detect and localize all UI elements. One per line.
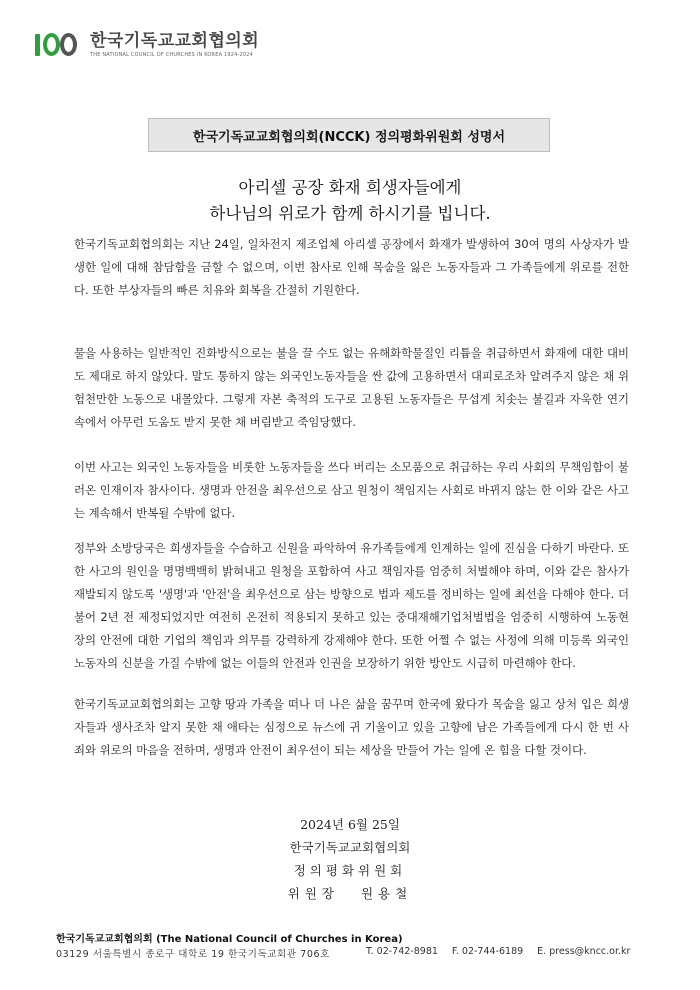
- paragraph: 한국기독교회협의회는 지난 24일, 일차전지 제조업체 아리셀 공장에서 화재가 발생하여 30여 명의 사상자가 발생한 일에 대해 참담함을 금할 수 없으며, 이번 참사로 인해 목숨을 잃은 노동자들과 그 가족들에게 위로를 전한다. 또한 부상자들의 빠른 치유와 회복을 간절히 기원한다.: [74, 237, 629, 297]
- footer-address: 03129 서울특별시 종로구 대학로 19 한국기독교회관 706호: [56, 949, 330, 960]
- paragraph-3-block: [74, 456, 629, 525]
- headline-line-2: 하나님의 위로가 함께 하시기를 빕니다.: [209, 204, 491, 223]
- footer-email[interactable]: E. press@kncc.or.kr: [537, 946, 631, 957]
- footer-org: [56, 930, 403, 945]
- paragraph-4-block: [74, 537, 629, 675]
- paragraph-5-block: [74, 693, 629, 762]
- footer-contact: [56, 946, 656, 960]
- ncck-100th-logo: [34, 28, 259, 62]
- statement-title: 한국기독교교회협의회(NCCK) 정의평화위원회 성명서: [192, 129, 506, 145]
- footer-telephone: T. 02-742-8981: [365, 946, 438, 957]
- paragraph-1-block: [74, 233, 629, 302]
- logo-org-name: 한국기독교교회협의회: [90, 30, 260, 51]
- signature-date: 2024년 6월 25일: [300, 817, 400, 832]
- chair-name: 원용철: [360, 886, 413, 901]
- paragraph: 한국기독교교회협의회는 고향 땅과 가족을 떠나 더 나은 삶을 꿈꾸며 한국에 왔다가 목숨을 잃고 상처 입은 희생자들과 생사조차 알지 못한 채 애타는 심정으로 뉴스에 귀 기울이고 있을 고향에 남은 가족들에게 다시 한 번 사죄와 위로의 마음을 전하며, 생명과 안전이 최우선이 되는 세상을 만들어 가는 일에 온 힘을 다할 것이다.: [74, 697, 629, 757]
- signature-committee: 정의평화위원회: [293, 863, 407, 878]
- footer-org-ko: 한국기독교교회협의회: [56, 934, 153, 945]
- headline-line-1: 아리셀 공장 화재 희생자들에게: [238, 178, 462, 197]
- chair-title: 위원장: [287, 886, 339, 901]
- signature-chair: [0, 884, 700, 902]
- paragraph-2-block: [74, 342, 629, 434]
- signature-org: 한국기독교교회협의회: [289, 840, 411, 855]
- footer-fax: F. 02-744-6189: [451, 946, 524, 957]
- paragraph: 정부와 소방당국은 희생자들을 수습하고 신원을 파악하여 유가족들에게 인계하는 일에 진심을 다하기 바란다. 또한 사고의 원인을 명명백백히 밝혀내고 원청을 포함하여 사고 책임자를 엄중히 처벌해야 하며, 이와 같은 참사가 재발되지 않도록 '생명'과 '안전'을 최우선으로 삼는 방향으로 법과 제도를 정비하는 일에 최선을 다해야 한다. 더불어 2년 전 제정되었지만 여전히 온전히 적용되지 못하고 있는 중대재해기업처벌법을 엄중히 시행하여 노동현장의 안전에 대한 기업의 책임과 의무를 강력하게 강제해야 한다. 또한 어쩔 수 없는 사정에 의해 미등록 외국인 노동자의 신분을 가질 수밖에 없는 이들의 안전과 인권을 보장하기 위한 방안도 시급히 마련해야 한다.: [74, 541, 629, 670]
- logo-subtitle: THE NATIONAL COUNCIL OF CHURCHES IN KOREA 1924-2024: [90, 51, 254, 58]
- paragraph: 물을 사용하는 일반적인 진화방식으로는 불을 끌 수도 없는 유해화학물질인 리튬을 취급하면서 화재에 대한 대비도 제대로 하지 않았다. 말도 통하지 않는 외국인노동자들을 싼 값에 고용하면서 대피로조차 알려주지 않은 채 위험천만한 노동으로 내몰았다. 그렇게 자본 축적의 도구로 고용된 노동자들은 무섭게 치솟는 불길과 자욱한 연기 속에서 아무런 도움도 받지 못한 채 버림받고 죽임당했다.: [74, 346, 629, 429]
- footer-org-en: (The National Council of Churches in Korea): [156, 934, 403, 945]
- centennial-100-icon: [34, 30, 86, 60]
- paragraph: 이번 사고는 외국인 노동자들을 비롯한 노동자들을 쓰다 버리는 소모품으로 취급하는 우리 사회의 무책임함이 불러온 인재이자 참사이다. 생명과 안전을 최우선으로 삼고 원청이 책임지는 사회로 바뀌지 않는 한 이와 같은 사고는 계속해서 반복될 수밖에 없다.: [74, 460, 629, 520]
- statement-title-bar: [148, 118, 550, 152]
